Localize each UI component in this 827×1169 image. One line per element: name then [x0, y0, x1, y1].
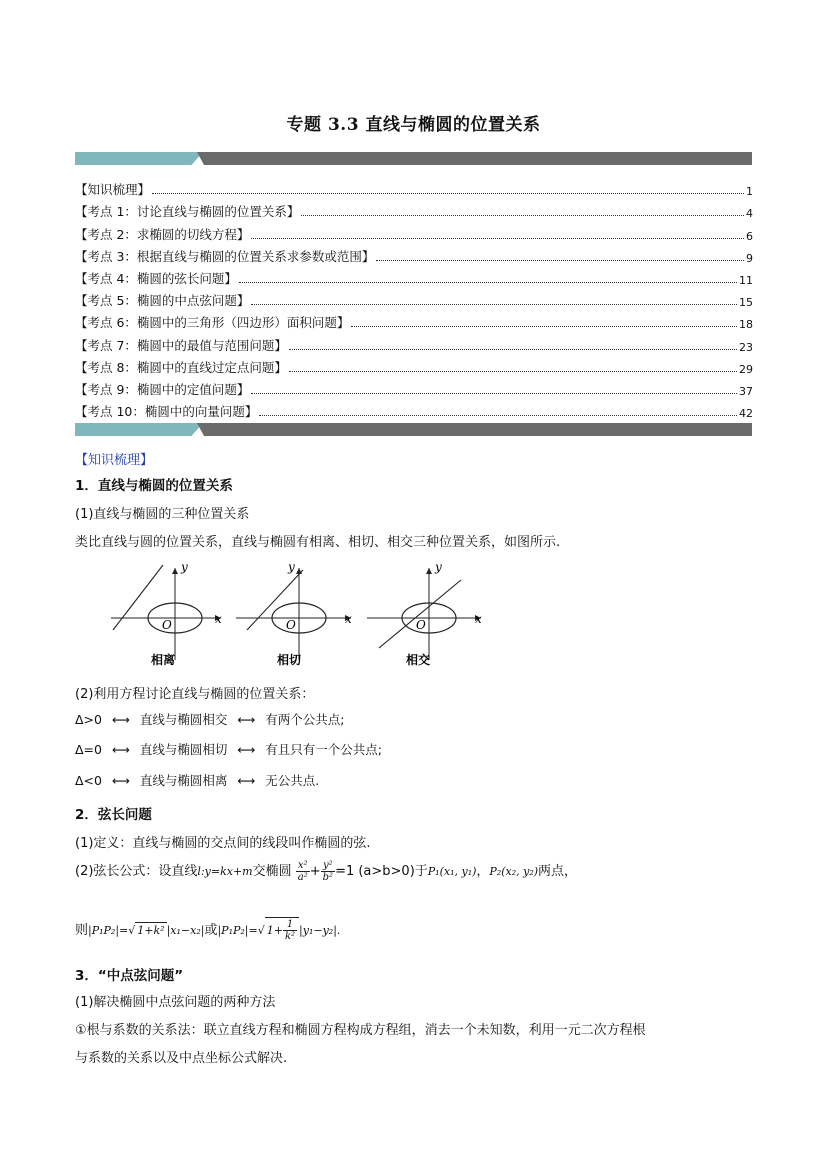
relation-text: 直线与椭圆相离	[139, 773, 228, 788]
fraction-x: $\frac{\text{x²}}{\text{a²}}$	[297, 860, 308, 883]
section-1-sub2: (2)利用方程讨论直线与椭圆的位置关系：	[75, 687, 315, 702]
sqrt-radicand-1: 1+k²	[137, 924, 165, 937]
toc-leader-dots	[351, 326, 737, 327]
relation-cond: Δ=0	[75, 742, 102, 757]
fig1-x-label: x	[215, 612, 222, 626]
section-3-p2: 与系数的关系以及中点坐标公式解决.	[75, 1051, 288, 1066]
figure-separate	[111, 560, 222, 667]
position-figures	[103, 560, 493, 670]
length-rest-2: |y₁−y₂|.	[299, 924, 341, 937]
length-lhs-1: |P₁P₂|=	[88, 924, 129, 937]
section-2-def: (1)定义：直线与椭圆的交点间的线段叫作椭圆的弦.	[75, 836, 371, 851]
fig3-y-label: y	[435, 560, 442, 574]
section-1-sub1: (1)直线与椭圆的三种位置关系	[75, 507, 250, 522]
toc-entry-label: 【知识梳理】	[75, 182, 151, 198]
toc-entry[interactable]	[75, 309, 753, 331]
toc-entry[interactable]	[75, 287, 753, 309]
formula-intro: (2)弦长公式：设直线	[75, 864, 198, 879]
toc-entry-page: 42	[739, 407, 753, 421]
toc-entry[interactable]	[75, 220, 753, 242]
relation-arrow: ⟷	[237, 742, 256, 757]
formula-cross: 交椭圆	[252, 864, 292, 879]
section-3-p1: ①根与系数的关系法：联立直线方程和椭圆方程构成方程组，消去一个未知数，利用一元二次方程根	[75, 1023, 646, 1038]
toc-entry[interactable]	[75, 331, 753, 353]
fraction-y: $\frac{\text{y²}}{\text{b²}}$	[322, 860, 334, 883]
relation-arrow: ⟷	[111, 773, 130, 788]
then-label: 则	[75, 923, 89, 938]
toc-entry-label: 【考点 2：求椭圆的切线方程】	[75, 226, 250, 242]
toc-leader-dots	[251, 304, 737, 305]
chord-formula-line: (2)弦长公式：设直线l:y=kx+m交椭圆 $\frac{\text{x²}}{\text{a²}}$ + $\frac{\text{y²}}{\text{b²}}$ =1 (a>b>0)于P₁(x₁, y₁)，P₂(x₂, y₂)两点，	[75, 860, 578, 883]
toc-entry[interactable]	[75, 243, 753, 265]
fig3-x-label: x	[475, 612, 482, 626]
toc-entry-page: 37	[739, 384, 753, 398]
figure-intersect	[367, 560, 482, 667]
toc-entry-label: 【考点 4：椭圆的弦长问题】	[75, 270, 237, 286]
relation-row	[75, 771, 319, 789]
chord-length-line: 则|P₁P₂|=√ 1+k² |x₁−x₂|或|P₁P₂|=√ 1+ $\frac{1}{\text{k²}}$ |y₁−y₂|.	[75, 919, 341, 942]
equation-rest: =1 (a>b>0)于	[335, 864, 428, 879]
toc-entry-label: 【考点 5：椭圆的中点弦问题】	[75, 293, 250, 309]
toc-entry-label: 【考点 8：椭圆中的直线过定点问题】	[75, 359, 287, 375]
toc-entry-label: 【考点 1：讨论直线与椭圆的位置关系】	[75, 204, 300, 220]
toc-leader-dots	[239, 282, 737, 283]
table-of-contents	[75, 176, 753, 420]
toc-entry[interactable]	[75, 376, 753, 398]
or-label: 或	[204, 923, 218, 938]
fig3-o-label: O	[416, 618, 426, 632]
relation-arrow: ⟷	[237, 712, 256, 727]
relation-result: 有两个公共点;	[265, 712, 345, 727]
toc-entry[interactable]	[75, 198, 753, 220]
comma: ，	[476, 864, 490, 879]
relation-row	[75, 740, 382, 758]
toc-leader-dots	[376, 260, 744, 261]
fig2-y-label: y	[288, 560, 295, 574]
fig1-y-label: y	[181, 560, 188, 574]
relation-cond: Δ>0	[75, 712, 102, 727]
relation-row	[75, 710, 345, 728]
toc-leader-dots	[301, 215, 744, 216]
point-p1: P₁(x₁, y₁)	[427, 865, 477, 878]
section-3-heading: 3．“中点弦问题”	[75, 968, 184, 984]
section-2-heading: 2．弦长问题	[75, 807, 152, 823]
toc-leader-dots	[289, 349, 737, 350]
fig2-caption: 相切	[277, 653, 302, 667]
toc-entry-label: 【考点 7：椭圆中的最值与范围问题】	[75, 337, 287, 353]
section-1-desc: 类比直线与圆的位置关系，直线与椭圆有相离、相切、相交三种位置关系，如图所示.	[75, 535, 561, 550]
sqrt-radicand-2: 1+ $\frac{1}{\text{k²}}$	[265, 917, 299, 942]
fig3-caption: 相交	[406, 653, 431, 667]
toc-entry-page: 18	[739, 318, 753, 332]
divider-band	[75, 423, 752, 436]
figure-tangent	[236, 560, 352, 667]
toc-entry[interactable]	[75, 354, 753, 376]
length-lhs-2: |P₁P₂|=	[217, 924, 258, 937]
header-band	[75, 152, 752, 165]
relation-arrow: ⟷	[237, 773, 256, 788]
relation-result: 有且只有一个公共点;	[265, 742, 382, 757]
toc-leader-dots	[251, 238, 744, 239]
relation-text: 直线与椭圆相交	[139, 712, 228, 727]
relation-cond: Δ<0	[75, 773, 102, 788]
length-rest-1: |x₁−x₂|	[166, 924, 205, 937]
toc-entry-label: 【考点 9：椭圆中的定值问题】	[75, 381, 250, 397]
relation-arrow: ⟷	[111, 712, 130, 727]
toc-entry-page: 1	[746, 185, 753, 199]
toc-leader-dots	[152, 193, 744, 194]
toc-leader-dots	[289, 371, 737, 372]
section-label: 【知识梳理】	[75, 453, 154, 468]
toc-entry-page: 29	[739, 362, 753, 376]
point-p2: P₂(x₂, y₂)	[489, 865, 539, 878]
toc-leader-dots	[259, 415, 737, 416]
fig1-caption: 相离	[151, 653, 176, 667]
two-points: 两点，	[538, 864, 578, 879]
section-3-sub: (1)解决椭圆中点弦问题的两种方法	[75, 995, 276, 1010]
toc-entry[interactable]	[75, 265, 753, 287]
fig2-o-label: O	[286, 618, 296, 632]
toc-entry-page: 23	[739, 340, 753, 354]
page-title: 专题 3.3 直线与椭圆的位置关系	[286, 115, 541, 135]
toc-leader-dots	[251, 393, 737, 394]
toc-entry-page: 4	[746, 207, 753, 221]
toc-entry-label: 【考点 6：椭圆中的三角形（四边形）面积问题】	[75, 315, 350, 331]
toc-entry[interactable]	[75, 176, 753, 198]
section-1-heading: 1．直线与椭圆的位置关系	[75, 478, 233, 494]
fig2-x-label: x	[345, 612, 352, 626]
relation-text: 直线与椭圆相切	[139, 742, 228, 757]
toc-entry-page: 9	[746, 251, 753, 265]
toc-entry-page: 6	[746, 229, 753, 243]
toc-entry-page: 15	[739, 296, 753, 310]
toc-entry-page: 11	[739, 273, 753, 287]
fig1-o-label: O	[162, 618, 172, 632]
relation-result: 无公共点.	[265, 773, 320, 788]
toc-entry[interactable]	[75, 398, 753, 420]
toc-entry-label: 【考点 3：根据直线与椭圆的位置关系求参数或范围】	[75, 248, 375, 264]
relation-arrow: ⟷	[111, 742, 130, 757]
toc-entry-label: 【考点 10：椭圆中的向量问题】	[75, 404, 258, 420]
line-equation: l:y=kx+m	[197, 865, 253, 878]
